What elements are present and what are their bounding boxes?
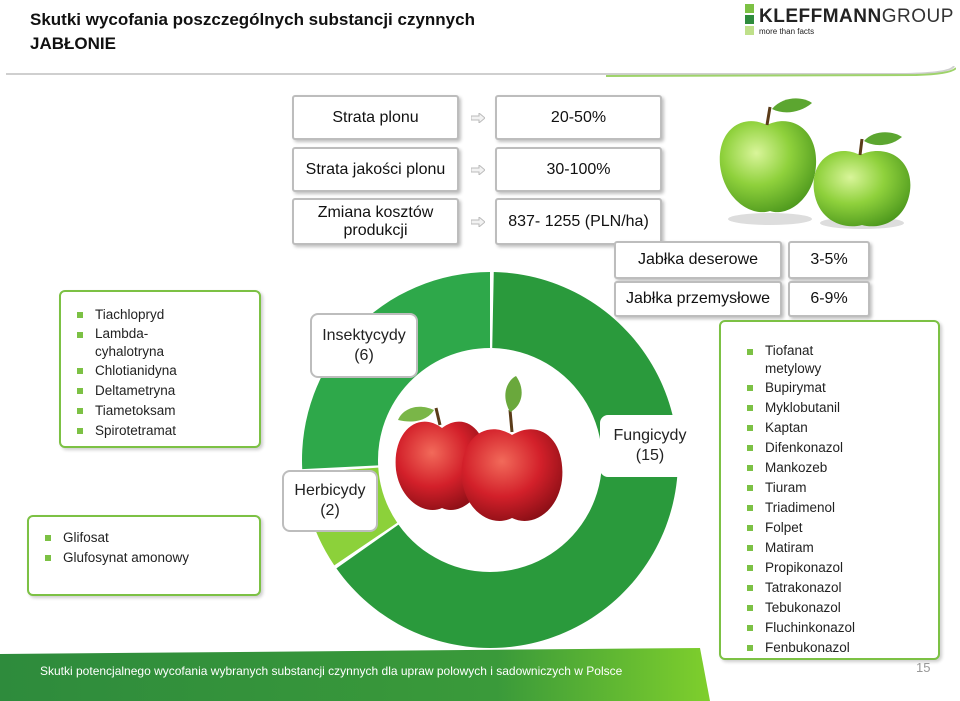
list-item: Kaptan: [743, 418, 938, 438]
list-item: Glufosynat amonowy: [41, 548, 259, 568]
logo-wordmark: [759, 6, 954, 28]
logo-square-2: [745, 15, 754, 24]
list-item: Tiuram: [743, 478, 938, 498]
herbicides-list: [27, 515, 261, 596]
arrow-right-icon: [471, 165, 485, 175]
list-item: Folpet: [743, 518, 938, 538]
list-item: Chlotianidyna: [73, 361, 259, 381]
fungicides-list: [719, 320, 940, 660]
logo-tagline: more than facts: [759, 27, 815, 36]
fungicides-label-count: (15): [635, 447, 665, 464]
header-divider: [6, 66, 956, 78]
fungicides-segment-label: [600, 415, 700, 477]
industrial-apples-value-text: 6-9%: [810, 290, 848, 307]
list-item: Lambda-: [73, 325, 259, 343]
cost-change-label-line1: Zmiana kosztów: [317, 203, 434, 221]
list-item: Triadimenol: [743, 498, 938, 518]
cost-change-label: [292, 198, 459, 245]
dessert-apples-value: [788, 241, 870, 279]
quality-loss-value: [495, 147, 662, 192]
fungicides-label-text: Fungicydy: [613, 427, 687, 444]
yield-loss-value: [495, 95, 662, 140]
list-item: Difenkonazol: [743, 438, 938, 458]
list-item: Deltametryna: [73, 381, 259, 401]
kleffmann-logo: [745, 2, 954, 42]
herbicides-label-count: (2): [320, 502, 340, 519]
logo-group: GROUP: [881, 6, 954, 27]
green-apples-image: [712, 95, 917, 230]
logo-square-1: [745, 4, 754, 13]
insecticides-list: [59, 290, 261, 448]
yield-loss-label-text: Strata plonu: [332, 108, 419, 126]
cost-change-value-text: 837- 1255 (PLN/ha): [508, 212, 649, 230]
list-item: Myklobutanil: [743, 398, 938, 418]
arrow-right-icon: [471, 113, 485, 123]
insecticides-label-text: Insektycydy: [322, 326, 406, 344]
footer-text: Skutki potencjalnego wycofania wybranych substancji czynnych dla upraw polowych i sadowniczych w Polsce: [40, 664, 623, 678]
dessert-apples-value-text: 3-5%: [810, 251, 848, 268]
cost-change-value: [495, 198, 662, 245]
list-item: Glifosat: [41, 528, 259, 548]
title-line-2: JABŁONIE: [30, 34, 116, 53]
list-item: Mankozeb: [743, 458, 938, 478]
logo-name: KLEFFMANN: [759, 6, 882, 27]
arrow-right-icon: [471, 217, 485, 227]
list-item: Tiametoksam: [73, 401, 259, 421]
list-item: Tebukonazol: [743, 598, 938, 618]
yield-loss-label: [292, 95, 459, 140]
list-item-continuation: cyhalotryna: [95, 344, 165, 359]
list-item: Matiram: [743, 538, 938, 558]
quality-loss-label: [292, 147, 459, 192]
list-item: Tatrakonazol: [743, 578, 938, 598]
dessert-apples-label-text: Jabłka deserowe: [637, 251, 759, 268]
herbicides-segment-label: [282, 470, 378, 532]
cost-change-label-line2: produkcji: [343, 221, 408, 239]
logo-square-3: [745, 26, 754, 35]
page-title: [30, 8, 475, 56]
quality-loss-value-text: 30-100%: [546, 160, 611, 178]
red-apples-image: [396, 376, 563, 521]
industrial-apples-label-text: Jabłka przemysłowe: [625, 290, 771, 307]
list-item-continuation: metylowy: [765, 361, 822, 376]
quality-loss-label-text: Strata jakości plonu: [305, 160, 446, 178]
insecticides-label-count: (6): [354, 346, 374, 364]
list-item: Fenbukonazol: [743, 638, 938, 658]
list-item: Bupirymat: [743, 378, 938, 398]
herbicides-label-text: Herbicydy: [294, 482, 366, 499]
insecticides-segment-label: [310, 313, 418, 378]
list-item: Spirotetramat: [73, 421, 259, 441]
page-number: 15: [916, 660, 931, 675]
list-item: Fluchinkonazol: [743, 618, 938, 638]
yield-loss-value-text: 20-50%: [550, 108, 607, 126]
list-item: Propikonazol: [743, 558, 938, 578]
industrial-apples-value: [788, 281, 870, 317]
title-line-1: Skutki wycofania poszczególnych substancji czynnych: [30, 10, 475, 29]
list-item: Tiachlopryd: [73, 305, 259, 325]
list-item: Tiofanat: [743, 342, 938, 360]
